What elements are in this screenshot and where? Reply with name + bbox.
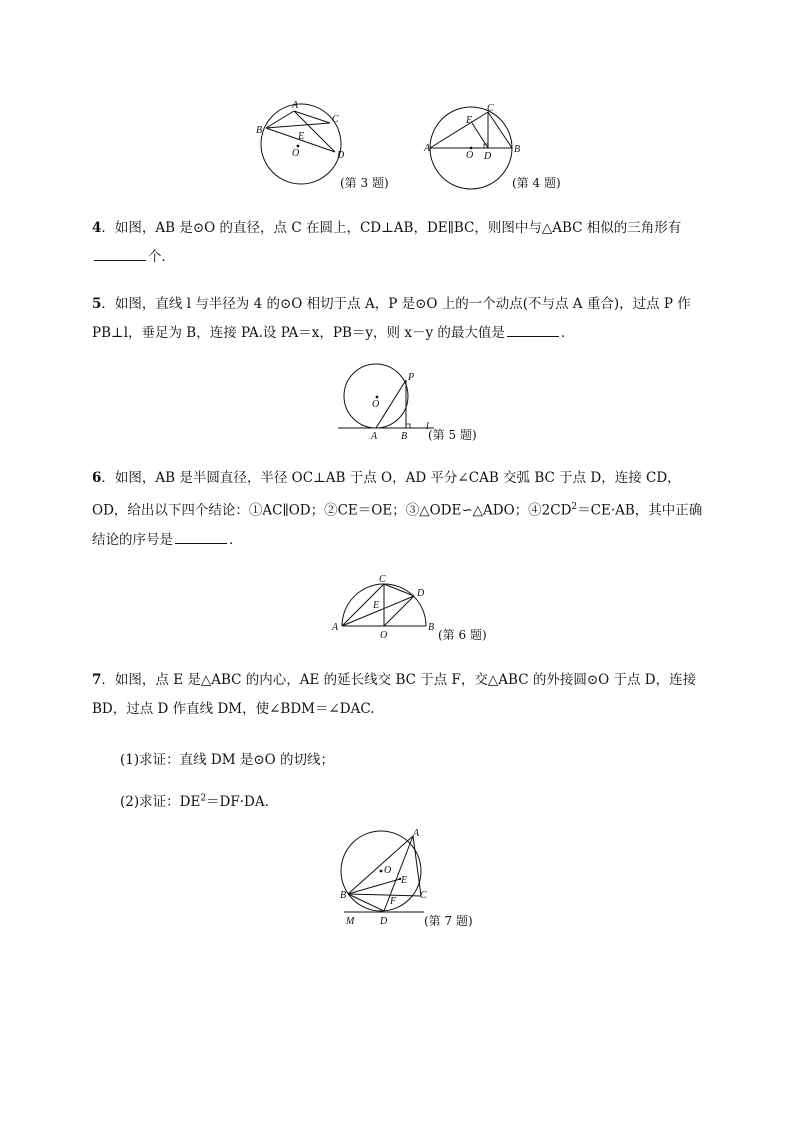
fig4-label-D: D — [484, 151, 492, 162]
question-7-part-2-text-end: ＝DF·DA. — [206, 794, 269, 810]
figure-3-caption: (第 3 题) — [340, 176, 389, 190]
fig3-label-E: E — [298, 131, 305, 142]
fig5-label-O: O — [372, 399, 380, 410]
question-6 — [92, 464, 712, 555]
fig5-label-B: B — [401, 431, 408, 442]
fig3-label-O: O — [292, 148, 300, 159]
fig3-label-C: C — [332, 114, 339, 125]
figure-4 — [424, 98, 524, 193]
fig3-label-D: D — [337, 150, 345, 161]
fig6-label-E: E — [373, 600, 380, 611]
figure-4-caption: (第 4 题) — [512, 176, 561, 190]
figure-4-diagram — [424, 98, 524, 193]
question-7-part-2-text: (2)求证：DE — [120, 794, 201, 810]
question-4-number: 4 — [92, 220, 102, 236]
question-6-text-end: ． — [229, 531, 243, 548]
fig4-label-B: B — [514, 144, 521, 155]
question-7-part-2-superscript: 2 — [200, 793, 207, 804]
fig5-label-A: A — [371, 431, 378, 442]
question-6-answer-blank — [175, 529, 227, 544]
fig3-label-B: B — [256, 125, 263, 136]
fig4-label-C: C — [487, 103, 494, 114]
question-4 — [92, 214, 712, 272]
question-7 — [92, 666, 712, 724]
fig4-label-A: A — [424, 143, 431, 154]
fig4-label-O: O — [466, 150, 474, 161]
figure-6-caption: (第 6 题) — [438, 628, 487, 642]
fig6-label-D: D — [417, 588, 425, 599]
fig3-label-A: A — [292, 100, 299, 111]
question-6-text: ．如图，AB 是半圆直径，半径 OC⊥AB 于点 O，AD 平分∠CAB 交弧 BC 于点 D，连接 CD，OD，给出以下四个结论：①AC∥OD；②CE＝OE；③△ODE∽△ADO；④2CD — [92, 470, 681, 519]
fig7-label-O: O — [384, 865, 392, 876]
fig7-label-C: C — [420, 890, 427, 901]
figure-5 — [338, 366, 438, 446]
fig6-label-O: O — [380, 630, 388, 641]
fig7-label-D: D — [380, 916, 388, 927]
question-6-text-cont: ＝CE·AB，其中正确结论的序号是 — [92, 502, 703, 548]
question-4-text-end: 个． — [148, 249, 175, 265]
fig4-label-E: E — [466, 115, 473, 126]
question-7-text: ．如图，点 E 是△ABC 的内心，AE 的延长线交 BC 于点 F，交△ABC 的外接圆⊙O 于点 D，连接 BD，过点 D 作直线 DM，使∠BDM＝∠DAC. — [92, 672, 697, 717]
question-6-superscript: 2 — [571, 502, 578, 512]
fig6-label-C: C — [379, 574, 386, 585]
fig7-label-M: M — [346, 916, 355, 927]
figure-7-caption: (第 7 题) — [424, 914, 473, 928]
question-7-part-2 — [120, 790, 269, 810]
figure-6 — [330, 572, 440, 642]
fig7-label-E: E — [401, 875, 408, 886]
figure-6-diagram — [330, 572, 440, 642]
fig5-label-l: l — [426, 421, 429, 432]
figure-5-diagram — [338, 366, 438, 446]
question-4-text: ．如图，AB 是⊙O 的直径，点 C 在圆上，CD⊥AB，DE∥BC，则图中与△ABC 相似的三角形有 — [101, 220, 682, 236]
fig7-label-F: F — [390, 896, 397, 907]
fig6-label-B: B — [428, 622, 435, 633]
question-7-part-1: (1)求证：直线 DM 是⊙O 的切线； — [120, 752, 335, 768]
question-6-number: 6 — [92, 470, 102, 486]
figure-5-caption: (第 5 题) — [428, 428, 477, 442]
question-4-answer-blank — [94, 246, 146, 261]
question-5-answer-blank — [507, 322, 559, 337]
question-7-number: 7 — [92, 672, 102, 688]
question-5-number: 5 — [92, 296, 102, 312]
fig7-label-A: A — [413, 828, 420, 839]
fig7-label-B: B — [340, 890, 347, 901]
fig5-label-P: P — [408, 372, 415, 383]
question-5-text-end: ． — [560, 325, 575, 341]
fig6-label-A: A — [332, 622, 339, 633]
question-5 — [92, 290, 712, 348]
question-5-text: ．如图，直线 l 与半径为 4 的⊙O 相切于点 A，P 是⊙O 上的一个动点(不与点 A 重合)，过点 P 作 PB⊥l，垂足为 B，连接 PA.设 PA＝x，PB＝y，则 x－y 的最大值是 — [92, 296, 691, 341]
